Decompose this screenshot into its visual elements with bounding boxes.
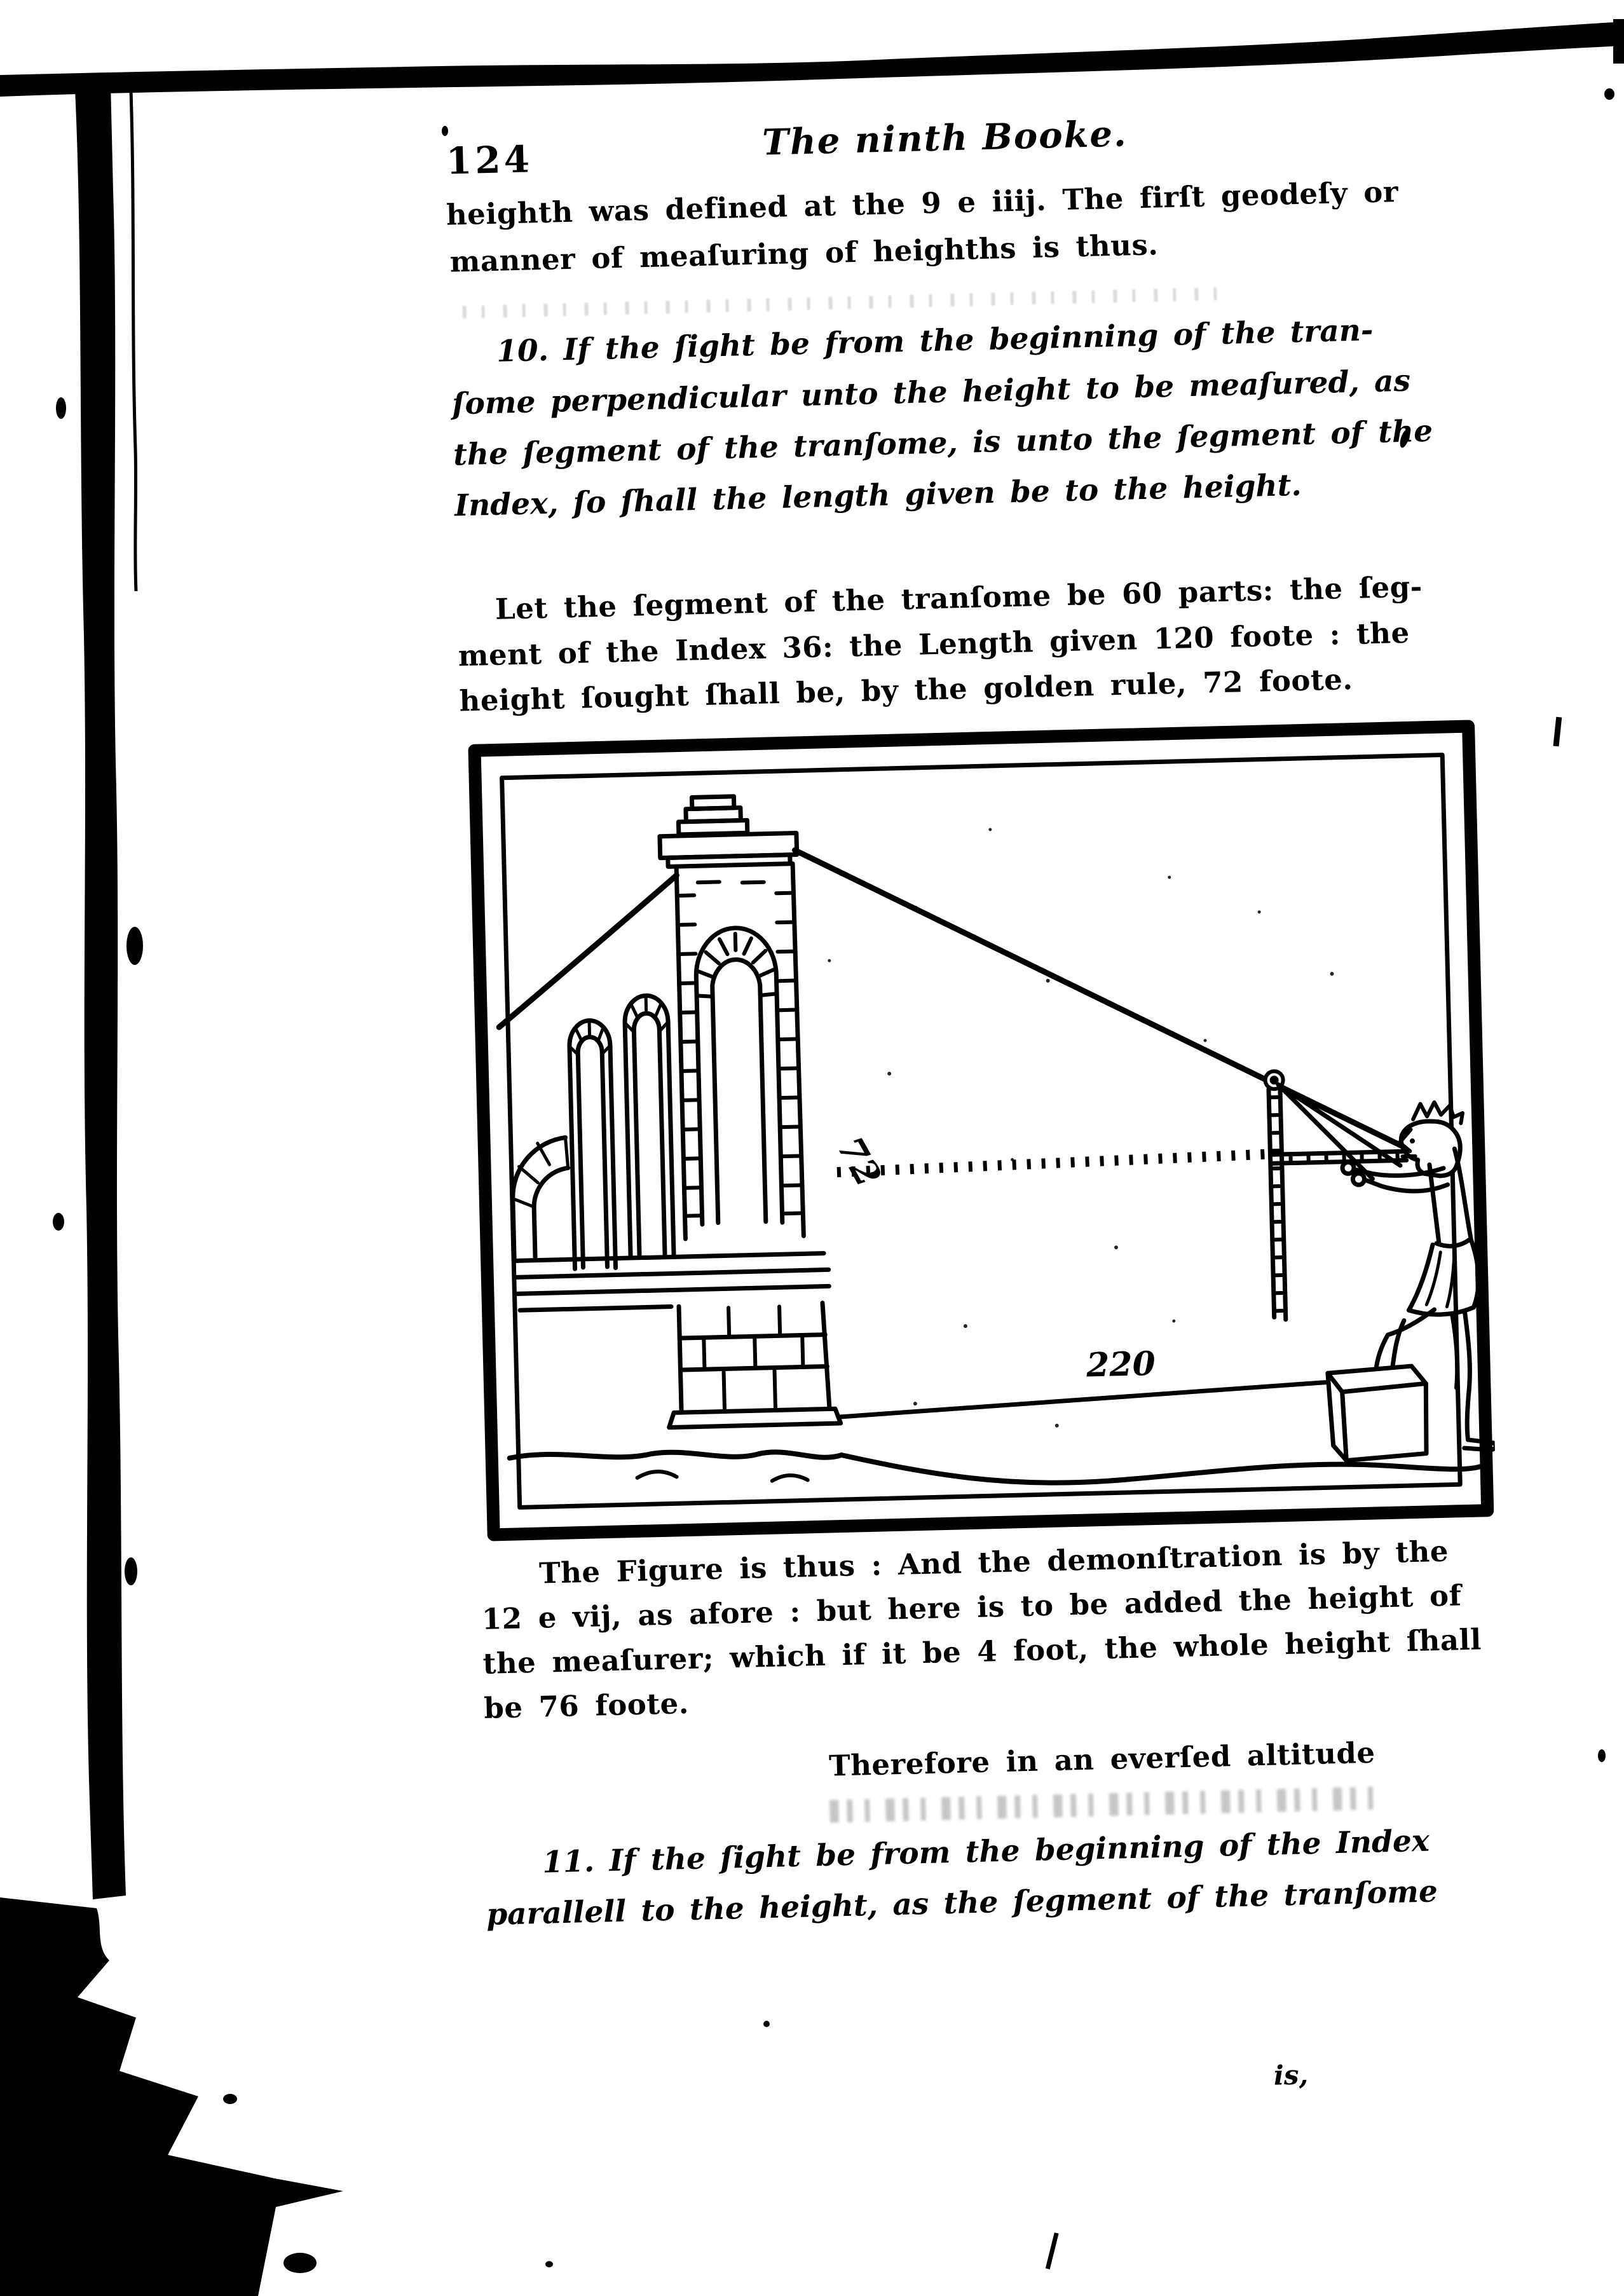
- stool: [1328, 1366, 1428, 1461]
- figure-length-label: 220: [1086, 1344, 1156, 1385]
- page-number: 124: [446, 137, 533, 183]
- rule-10-line: the ſegment of the tranſome, is unto the ſegment of the: [453, 413, 1433, 473]
- example-line: height ſought ſhall be, by the golden rule, 72 foote.: [459, 662, 1354, 718]
- woodcut-figure: [467, 703, 1497, 1556]
- therefore-line: Therefore in an everſed altitude: [828, 1735, 1376, 1783]
- running-header: The ninth Booke.: [761, 113, 1128, 164]
- example-line: Let the ſegment of the tranſome be 60 parts: the ſeg-: [495, 570, 1423, 626]
- example-line: ment of the Index 36: the Length given 120 foote : the: [458, 615, 1410, 673]
- figure-caption-line: be 76 foote.: [483, 1686, 690, 1725]
- rule-11-line: parallell to the height, as the ſegment of the tranſome: [486, 1874, 1438, 1932]
- rule-10-line: Index, ſo ſhall the length given be to the height.: [454, 467, 1302, 524]
- rule-10-line: 10. If the ſight be from the beginning of the tran-: [496, 313, 1374, 369]
- rule-11-line: 11. If the ſight be from the beginning of the Index: [542, 1823, 1430, 1880]
- figure-caption-line: 12 e vij, as afore : but here is to be added the height of: [481, 1578, 1462, 1636]
- catchword: is,: [1273, 2059, 1309, 2091]
- bleed-through: [829, 1786, 1383, 1822]
- figure-height-label: 72: [828, 1130, 890, 1194]
- rule-10-line: ſome perpendicular unto the height to be meaſured, as: [451, 363, 1411, 422]
- figure-caption-line: the meaſurer; which if it be 4 foot, the whole height ſhall: [482, 1622, 1482, 1681]
- intro-line: heighth was defined at the 9 e iiij. The firſt geodeſy or: [446, 175, 1399, 232]
- bleed-through: [462, 287, 1225, 318]
- figure-caption-line: The Figure is thus : And the demonſtration is by the: [538, 1534, 1449, 1590]
- intro-line: manner of meaſuring of heighths is thus.: [449, 228, 1159, 279]
